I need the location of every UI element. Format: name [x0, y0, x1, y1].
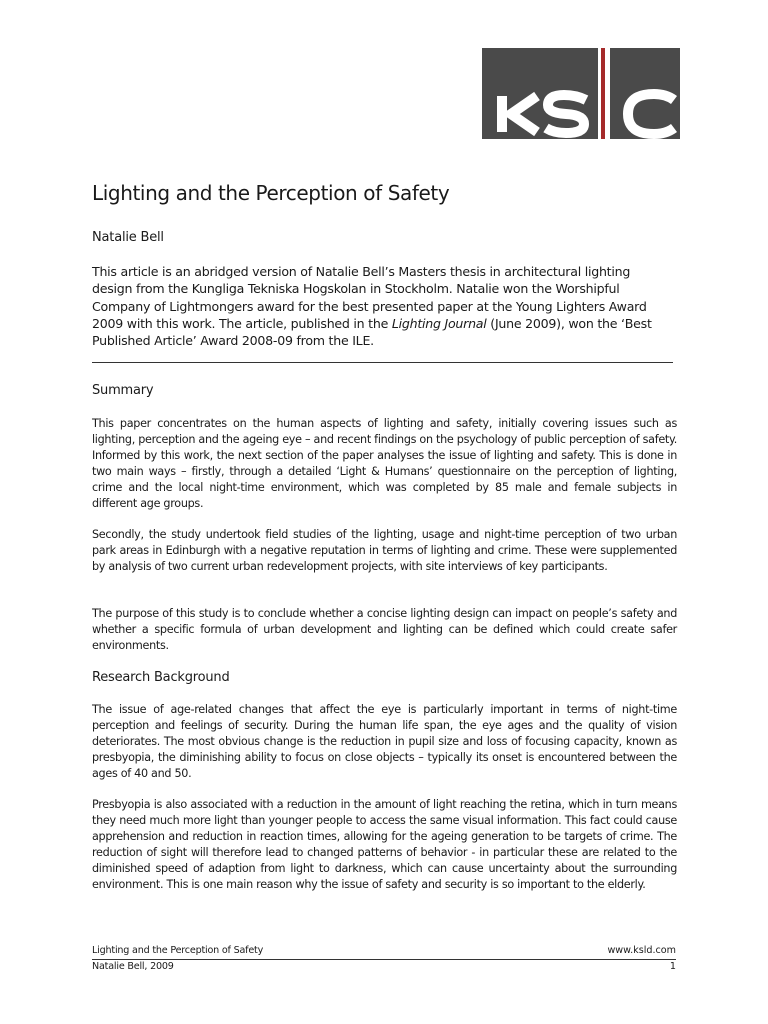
research-background-heading: Research Background: [92, 670, 230, 685]
section-divider: [92, 362, 673, 363]
footer-author-year: Natalie Bell, 2009: [92, 961, 174, 972]
journal-title: Lighting Journal: [391, 315, 487, 331]
page-number: 1: [669, 961, 676, 972]
intro-text-end: (June 2009), won the ‘Best Published Article’ Award 2008-09 from the ILE.: [92, 315, 652, 349]
summary-paragraph-1: This paper concentrates on the human aspects of lighting and safety, initially covering issues such as lighting, perception and the ageing eye – and recent findings on the psychology of public perception of safety. Informed by this work, the next section of the paper analyses the issue of lighting and safety. This is done in two main ways – firstly, through a detailed ‘Light & Humans’ questionnaire on the perception of lighting, crime and the local night-time environment, which was completed by 85 male and female subjects in different age groups.: [92, 417, 677, 510]
summary-paragraph-2: Secondly, the study undertook field studies of the lighting, usage and night-time perception of two urban park areas in Edinburgh with a negative reputation in terms of lighting and crime. These were supplemented by analysis of two current urban redevelopment projects, with site interviews of key participants.: [92, 528, 677, 573]
footer-divider: [92, 959, 676, 960]
page-title: Lighting and the Perception of Safety: [92, 181, 450, 205]
summary-paragraph-3: The purpose of this study is to conclude whether a concise lighting design can impact on people’s safety and whether a specific formula of urban development and lighting can be defined which could create safer environments.: [92, 607, 677, 652]
author-name: Natalie Bell: [92, 230, 164, 245]
footer-website-link[interactable]: www.ksld.com: [607, 945, 676, 956]
footer-doc-title: Lighting and the Perception of Safety: [92, 945, 264, 956]
research-paragraph-2: Presbyopia is also associated with a reduction in the amount of light reaching the retina, which in turn means they need much more light than younger people to access the same visual information. This fact could cause apprehension and reduction in reaction times, allowing for the ageing generation to be targets of crime. The reduction of sight will therefore lead to changed patterns of behavior - in particular these are related to the diminished speed of adaption from light to darkness, which can cause uncertainty about the surrounding environment. This is one main reason why the issue of safety and security is so important to the elderly.: [92, 798, 677, 891]
research-paragraph-1: The issue of age-related changes that affect the eye is particularly important in terms of night-time perception and feelings of security. During the human life span, the eye ages and the quality of vision deteriorates. The most obvious change is the reduction in pupil size and loss of focusing capacity, known as presbyopia, the diminishing ability to focus on close objects – typically its onset is encountered between the ages of 40 and 50.: [92, 703, 677, 780]
ksld-logo: [482, 48, 680, 139]
ksld-logo-graphic: [482, 48, 680, 139]
intro-text-start: This article is an abridged version of Natalie Bell’s Masters thesis in architectural lighting design from the Kungliga Tekniska Hogskolan in Stockholm. Natalie won the Worshipful Company of Lightmongers award for the best presented paper at the Young Lighters Award 2009 with this work. The article, published in the: [92, 264, 647, 331]
summary-heading: Summary: [92, 383, 154, 398]
intro-paragraph: [92, 263, 674, 349]
